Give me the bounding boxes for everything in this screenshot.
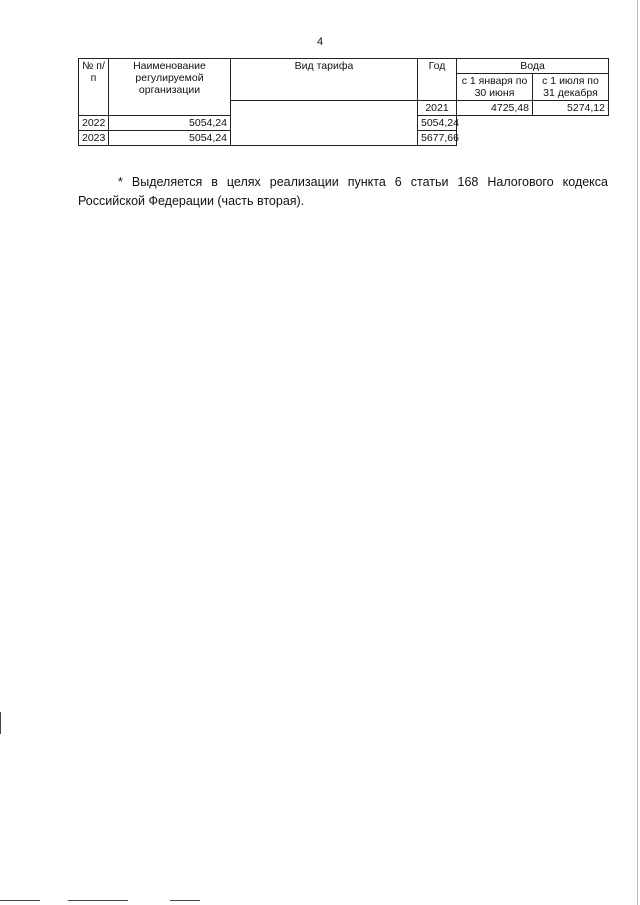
tariff-table (78, 58, 609, 146)
scan-mark-bottom-left (0, 900, 40, 901)
value-second-half: 5677,66 (418, 131, 457, 146)
tariff-type-cell (231, 101, 418, 146)
page-number: 4 (316, 36, 324, 48)
year-cell: 2021 (418, 101, 457, 116)
header-tariff-type: Вид тарифа (231, 59, 418, 101)
header-water: Вода (457, 59, 609, 74)
table-header-row (79, 59, 609, 74)
scan-mark-bottom-mid (68, 900, 128, 901)
scan-mark-left (0, 712, 1, 734)
value-second-half: 5274,12 (533, 101, 609, 116)
year-cell: 2022 (79, 116, 109, 131)
value-first-half: 5054,24 (109, 131, 231, 146)
year-cell: 2023 (79, 131, 109, 146)
value-first-half: 4725,48 (457, 101, 533, 116)
header-year: Год (418, 59, 457, 101)
footnote: * Выделяется в целях реализации пункта 6 статьи 168 Налогового кодекса Российской Федерации (часть вторая). (78, 174, 608, 208)
scan-edge-right (637, 0, 638, 905)
scan-mark-bottom-right (170, 900, 200, 901)
header-number: № п/п (79, 59, 109, 116)
header-period-first-half: с 1 января по 30 июня (457, 74, 533, 101)
value-second-half: 5054,24 (418, 116, 457, 131)
value-first-half: 5054,24 (109, 116, 231, 131)
header-organization: Наименование регулируемой организации (109, 59, 231, 116)
header-period-second-half: с 1 июля по 31 декабря (533, 74, 609, 101)
